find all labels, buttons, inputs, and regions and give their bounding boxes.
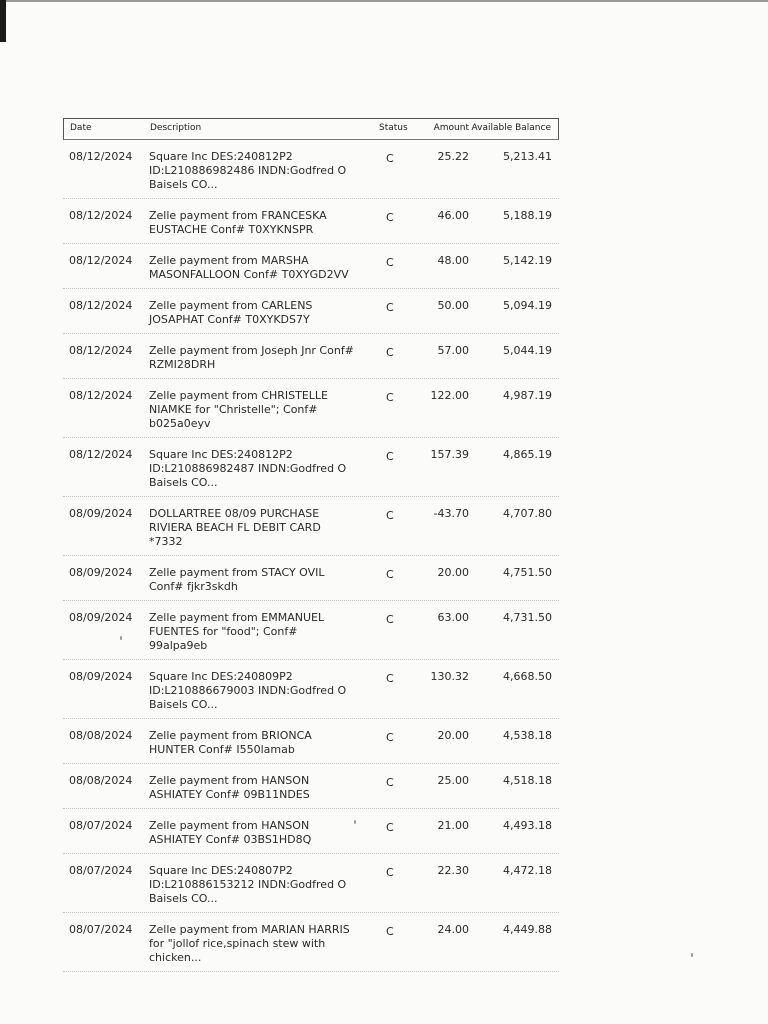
- table-row: [63, 334, 559, 379]
- cell-amount: 25.22: [437, 150, 469, 163]
- cell-status: C: [386, 391, 394, 404]
- cell-available-balance: 5,142.19: [503, 254, 552, 267]
- table-row: [63, 140, 559, 199]
- cell-available-balance: 4,668.50: [503, 670, 552, 683]
- table-row: [63, 809, 559, 854]
- table-row: [63, 601, 559, 660]
- cell-date: 08/09/2024: [69, 611, 133, 624]
- cell-date: 08/12/2024: [69, 209, 133, 222]
- cell-description: Square Inc DES:240807P2 ID:L210886153212 INDN:Godfred O Baisels CO...: [149, 864, 347, 905]
- cell-date: 08/09/2024: [69, 670, 133, 683]
- cell-amount: 20.00: [437, 729, 469, 742]
- table-row: [63, 289, 559, 334]
- cell-available-balance: 4,865.19: [503, 448, 552, 461]
- cell-description: Zelle payment from Joseph Jnr Conf# RZMI28DRH: [149, 344, 354, 371]
- cell-status: C: [386, 211, 394, 224]
- cell-available-balance: 4,751.50: [503, 566, 552, 579]
- table-row: [63, 438, 559, 497]
- table-header: [63, 118, 559, 140]
- cell-description: Zelle payment from BRIONCA HUNTER Conf# I550lamab: [149, 729, 312, 756]
- header-description: Description: [150, 123, 202, 133]
- cell-date: 08/12/2024: [69, 299, 133, 312]
- cell-status: C: [386, 613, 394, 626]
- cell-status: C: [386, 152, 394, 165]
- table-row: [63, 497, 559, 556]
- header-date: Date: [70, 123, 92, 133]
- cell-amount: 63.00: [437, 611, 469, 624]
- cell-available-balance: 5,044.19: [503, 344, 552, 357]
- cell-description: Square Inc DES:240812P2 ID:L210886982486 INDN:Godfred O Baisels CO...: [149, 150, 347, 191]
- scan-edge-top: [0, 0, 768, 2]
- cell-description: Zelle payment from FRANCESKA EUSTACHE Conf# T0XYKNSPR: [149, 209, 327, 236]
- cell-date: 08/12/2024: [69, 448, 133, 461]
- cell-amount: 25.00: [437, 774, 469, 787]
- cell-status: C: [386, 301, 394, 314]
- cell-date: 08/12/2024: [69, 344, 133, 357]
- cell-description: Zelle payment from EMMANUEL FUENTES for "food"; Conf# 99alpa9eb: [149, 611, 325, 652]
- header-available-balance: Available Balance: [471, 123, 551, 133]
- cell-available-balance: 4,472.18: [503, 864, 552, 877]
- table-row: [63, 913, 559, 972]
- cell-available-balance: 5,213.41: [503, 150, 552, 163]
- cell-amount: 130.32: [430, 670, 469, 683]
- cell-available-balance: 4,707.80: [503, 507, 552, 520]
- table-row: [63, 244, 559, 289]
- cell-amount: 48.00: [437, 254, 469, 267]
- cell-available-balance: 4,493.18: [503, 819, 552, 832]
- cell-available-balance: 4,449.88: [503, 923, 552, 936]
- cell-description: Zelle payment from CARLENS JOSAPHAT Conf# T0XYKDS7Y: [149, 299, 313, 326]
- cell-date: 08/12/2024: [69, 254, 133, 267]
- cell-amount: 157.39: [430, 448, 469, 461]
- cell-available-balance: 4,518.18: [503, 774, 552, 787]
- cell-date: 08/07/2024: [69, 864, 133, 877]
- cell-date: 08/08/2024: [69, 729, 133, 742]
- header-status: Status: [379, 123, 408, 133]
- cell-amount: 57.00: [437, 344, 469, 357]
- table-row: [63, 199, 559, 244]
- cell-status: C: [386, 925, 394, 938]
- cell-amount: 24.00: [437, 923, 469, 936]
- transaction-table: [63, 118, 559, 972]
- cell-date: 08/07/2024: [69, 819, 133, 832]
- cell-date: 08/12/2024: [69, 150, 133, 163]
- cell-description: Zelle payment from HANSON ASHIATEY Conf# 09B11NDES: [149, 774, 310, 801]
- cell-description: Square Inc DES:240809P2 ID:L210886679003 INDN:Godfred O Baisels CO...: [149, 670, 347, 711]
- cell-amount: 22.30: [437, 864, 469, 877]
- cell-description: Zelle payment from CHRISTELLE NIAMKE for "Christelle"; Conf# b025a0eyv: [149, 389, 328, 430]
- cell-available-balance: 4,731.50: [503, 611, 552, 624]
- cell-amount: -43.70: [433, 507, 469, 520]
- cell-description: Zelle payment from STACY OVIL Conf# fjkr3skdh: [149, 566, 325, 593]
- cell-status: C: [386, 568, 394, 581]
- cell-date: 08/08/2024: [69, 774, 133, 787]
- cell-status: C: [386, 509, 394, 522]
- cell-status: C: [386, 731, 394, 744]
- header-amount: Amount: [433, 123, 469, 133]
- cell-date: 08/09/2024: [69, 566, 133, 579]
- cell-status: C: [386, 776, 394, 789]
- cell-amount: 21.00: [437, 819, 469, 832]
- cell-date: 08/12/2024: [69, 389, 133, 402]
- table-row: [63, 556, 559, 601]
- cell-status: C: [386, 346, 394, 359]
- table-row: [63, 660, 559, 719]
- cell-description: DOLLARTREE 08/09 PURCHASE RIVIERA BEACH FL DEBIT CARD *7332: [149, 507, 321, 548]
- cell-status: C: [386, 450, 394, 463]
- cell-amount: 20.00: [437, 566, 469, 579]
- cell-status: C: [386, 672, 394, 685]
- cell-status: C: [386, 866, 394, 879]
- cell-description: Zelle payment from MARIAN HARRIS for "jollof rice,spinach stew with chicken...: [149, 923, 350, 964]
- cell-available-balance: 5,188.19: [503, 209, 552, 222]
- table-row: [63, 379, 559, 438]
- scan-edge-left: [0, 0, 6, 42]
- cell-date: 08/09/2024: [69, 507, 133, 520]
- cell-description: Zelle payment from HANSON ASHIATEY Conf# 03BS1HD8Q: [149, 819, 312, 846]
- cell-amount: 50.00: [437, 299, 469, 312]
- cell-status: C: [386, 821, 394, 834]
- stray-mark: [691, 953, 693, 957]
- cell-available-balance: 5,094.19: [503, 299, 552, 312]
- table-row: [63, 854, 559, 913]
- table-row: [63, 719, 559, 764]
- cell-available-balance: 4,987.19: [503, 389, 552, 402]
- table-row: [63, 764, 559, 809]
- cell-available-balance: 4,538.18: [503, 729, 552, 742]
- cell-description: Square Inc DES:240812P2 ID:L210886982487 INDN:Godfred O Baisels CO...: [149, 448, 347, 489]
- cell-date: 08/07/2024: [69, 923, 133, 936]
- table-body: [63, 140, 559, 972]
- cell-amount: 122.00: [430, 389, 469, 402]
- cell-status: C: [386, 256, 394, 269]
- cell-description: Zelle payment from MARSHA MASONFALLOON Conf# T0XYGD2VV: [149, 254, 349, 281]
- cell-amount: 46.00: [437, 209, 469, 222]
